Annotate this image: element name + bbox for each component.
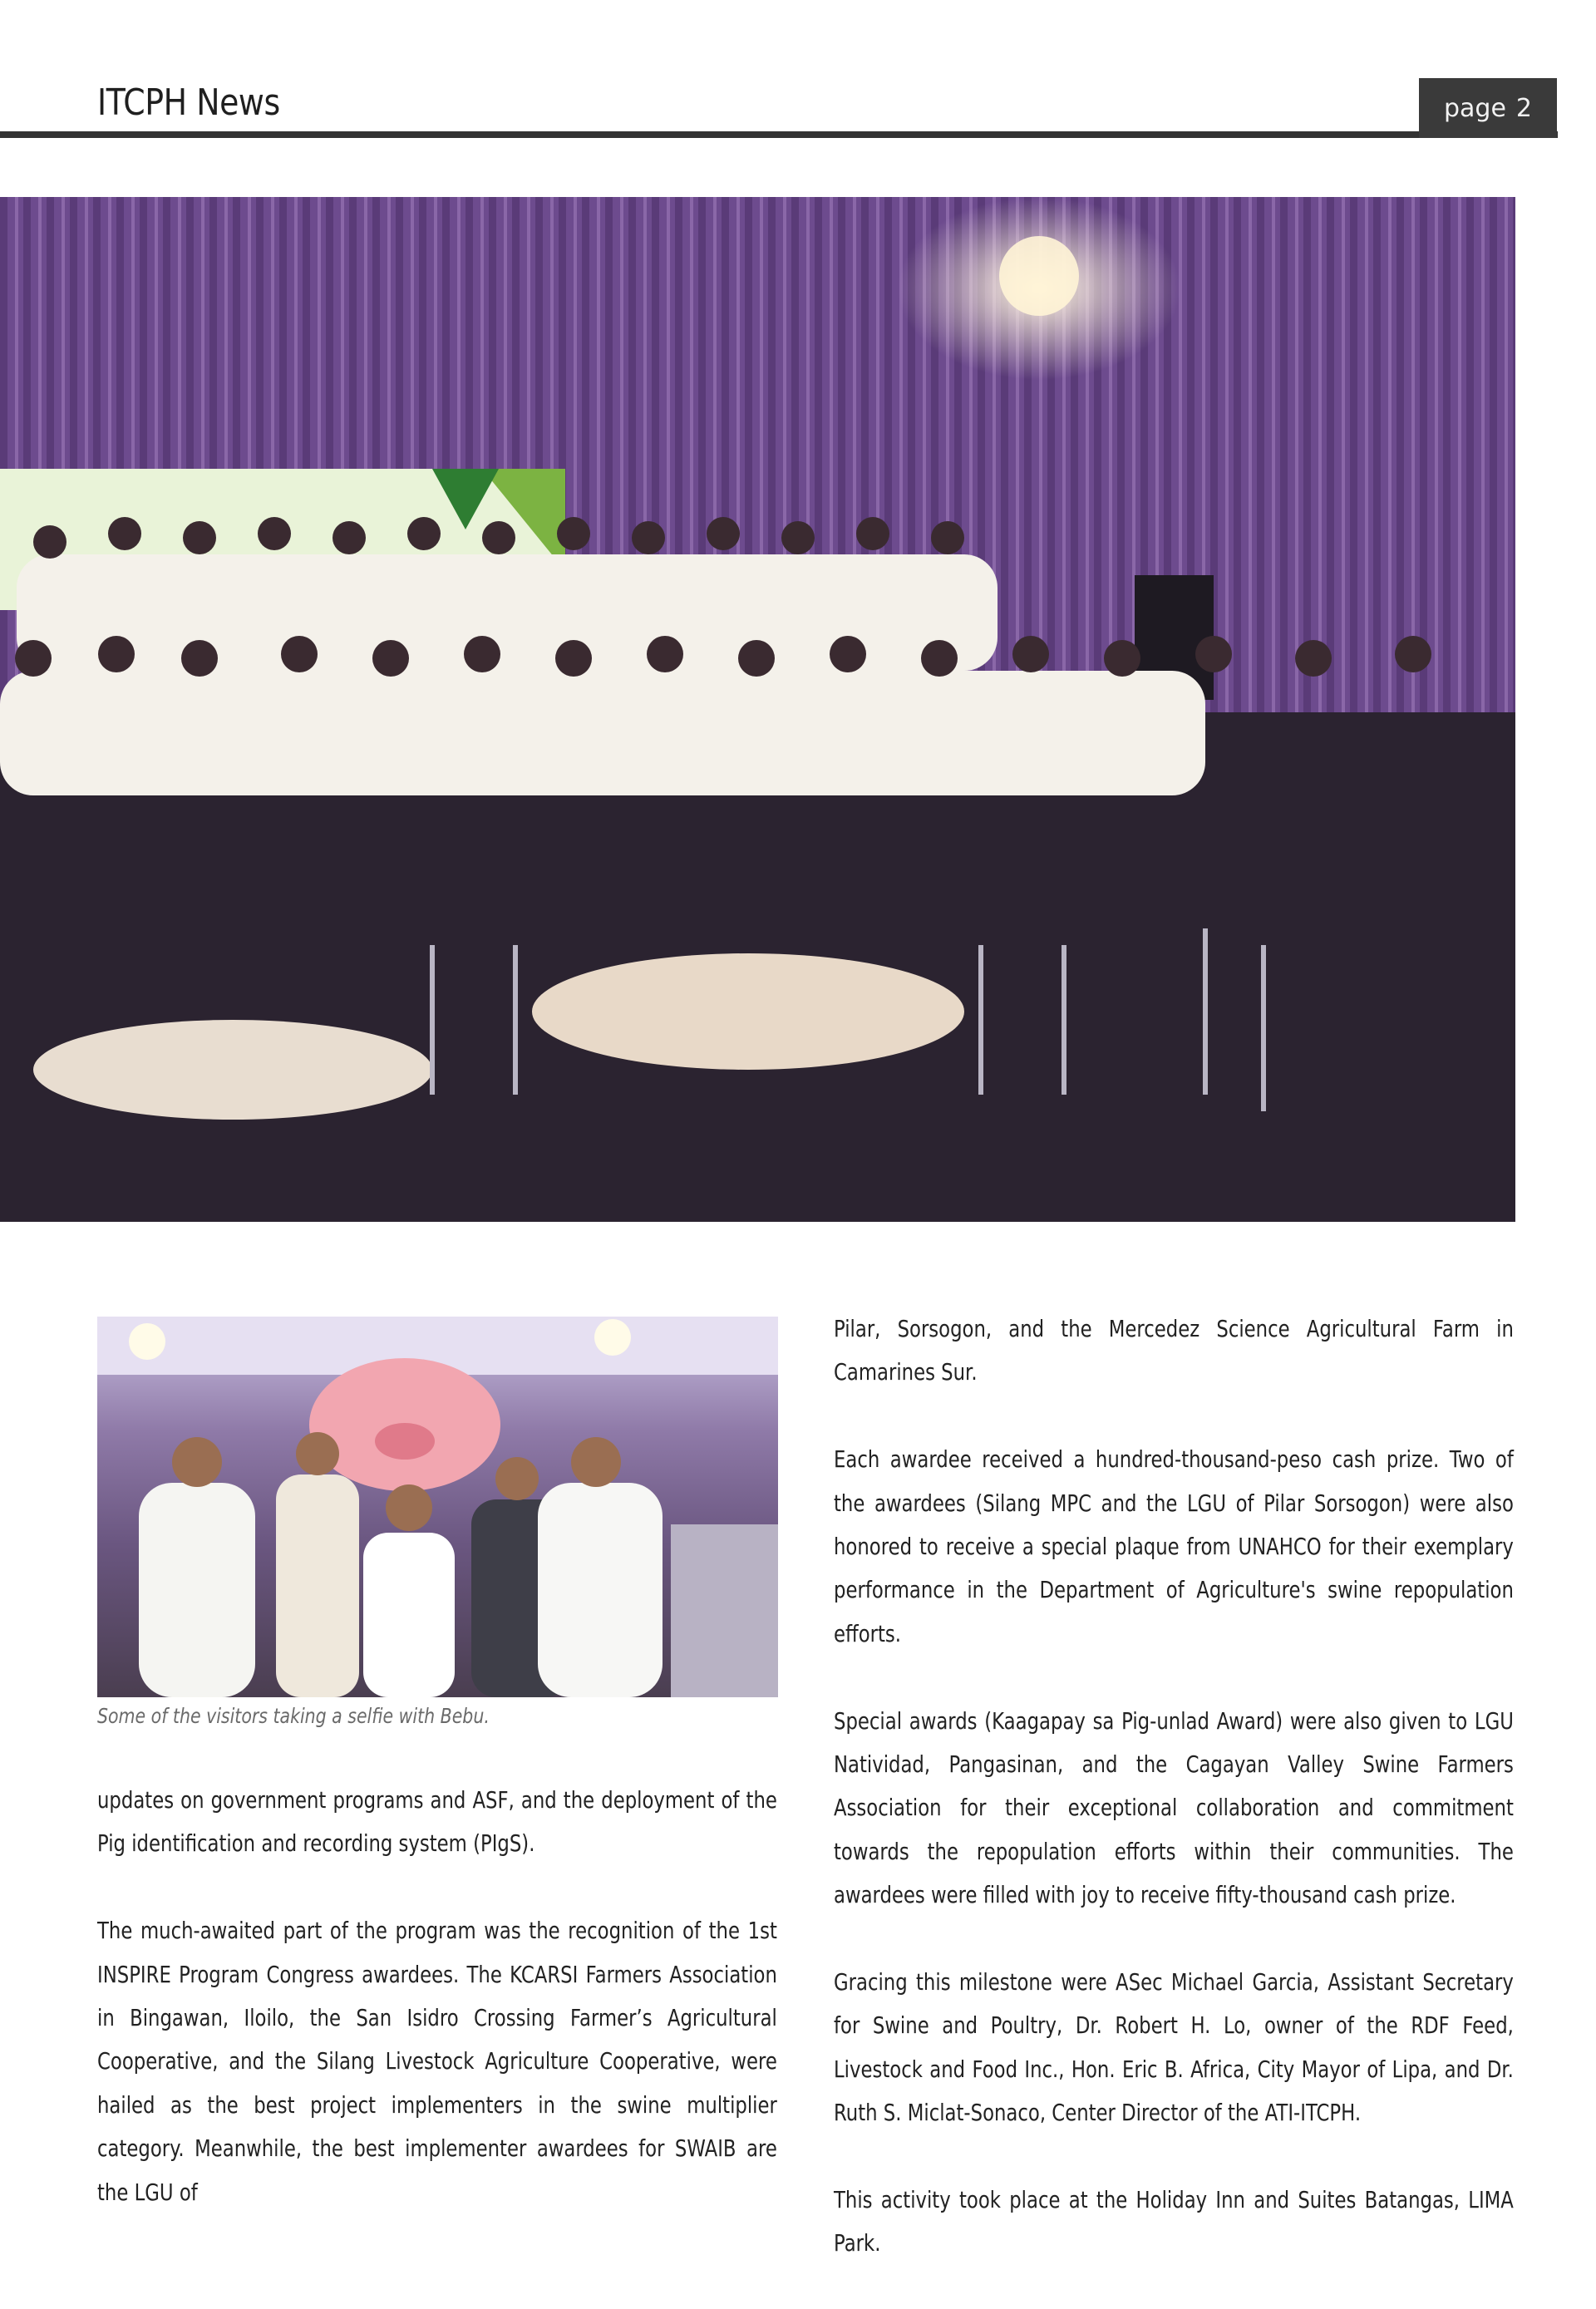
hero-photo <box>0 197 1515 1222</box>
paragraph: Gracing this milestone were ASec Michael Garcia, Assistant Secretary for Swine and Poultry, Dr. Robert H. Lo, owner of the RDF Feed, Livestock and Food Inc., Hon. Eric B. Africa, City Mayor of Lipa, and Dr. Ruth S. Miclat-Sonaco, Center Director of the ATI-ITCPH. <box>834 1968 1514 2127</box>
article-column-left <box>97 1779 777 2257</box>
paragraph: Pilar, Sorsogon, and the Mercedez Science Agricultural Farm in Camarines Sur. <box>834 1315 1514 1386</box>
page-number-tab <box>1419 78 1557 138</box>
publication-title: ITCPH News <box>97 81 280 124</box>
page-label: page <box>1443 93 1506 123</box>
photo-caption: Some of the visitors taking a selfie with Bebu. <box>97 1704 490 1728</box>
paragraph: Each awardee received a hundred-thousand-peso cash prize. Two of the awardees (Silang MPC and the LGU of Pilar Sorsogon) were also honored to receive a special plaque from UNAHCO for their exemplary performance in the Department of Agriculture's swine repopulation efforts. <box>834 1445 1514 1647</box>
page-number: 2 <box>1515 93 1533 123</box>
article-column-right <box>834 1307 1514 2309</box>
header-rule <box>0 131 1558 138</box>
paragraph: Special awards (Kaagapay sa Pig-unlad Award) were also given to LGU Natividad, Pangasinan, and the Cagayan Valley Swine Farmers Association for their exceptional collaboration and commitment towards the repopulation efforts within their communities. The awardees were filled with joy to receive fifty-thousand cash prize. <box>834 1706 1514 1909</box>
selfie-photo <box>97 1317 778 1697</box>
group-photo-illustration <box>0 197 1515 1222</box>
paragraph: This activity took place at the Holiday Inn and Suites Batangas, LIMA Park. <box>834 2186 1514 2257</box>
paragraph: updates on government programs and ASF, and the deployment of the Pig identification and recording system (PIgS). <box>97 1786 777 1858</box>
paragraph: The much-awaited part of the program was the recognition of the 1st INSPIRE Program Congress awardees. The KCARSI Farmers Association in Bingawan, Iloilo, the San Isidro Crossing Farmer’s Agricultural Cooperative, and the Silang Livestock Agriculture Cooperative, were hailed as the best project implementers in the swine multiplier category. Meanwhile, the best implementer awardees for SWAIB are the LGU of <box>97 1917 777 2206</box>
selfie-photo-illustration <box>97 1317 778 1697</box>
